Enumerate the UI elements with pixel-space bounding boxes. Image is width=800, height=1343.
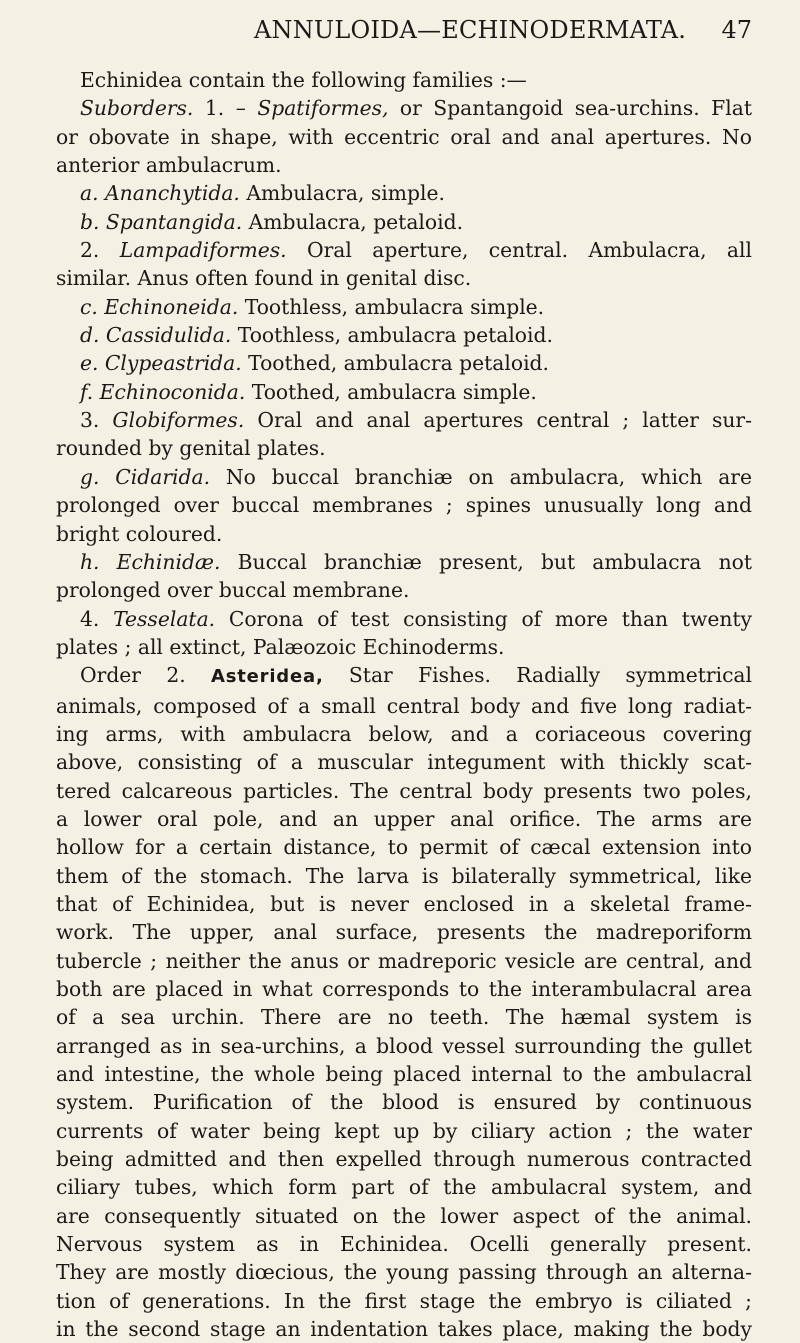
italic-term: Lampadiformes. <box>119 238 287 263</box>
text-line <box>56 890 752 918</box>
text-line <box>56 777 752 805</box>
text-run: arranged as in sea-urchins, a blood vessel surrounding the gullet <box>56 1033 752 1058</box>
italic-term: b. Spantangida. <box>80 209 243 234</box>
text-line <box>56 66 752 94</box>
text-line <box>56 378 752 406</box>
text-run: rounded by genital plates. <box>56 436 326 461</box>
text-line <box>56 1202 752 1230</box>
text-line <box>56 293 752 321</box>
text-line <box>56 1003 752 1031</box>
italic-term: e. Clypeastrida. <box>80 351 242 376</box>
text-line <box>56 748 752 776</box>
italic-term: c. Echinoneida. <box>80 294 239 319</box>
text-run: Toothless, ambulacra simple. <box>238 294 545 319</box>
italic-term: Globiformes. <box>112 408 245 433</box>
text-run: Corona of test consisting of more than twenty <box>215 606 752 631</box>
text-run: work. The upper, anal surface, presents the madreporiform <box>56 920 752 945</box>
text-line <box>56 208 752 236</box>
text-run: 3. <box>80 408 113 433</box>
text-run: Star Fishes. Radially symmetrical <box>323 663 752 688</box>
text-line <box>56 661 752 691</box>
text-line <box>56 692 752 720</box>
text-run: Toothless, ambulacra petaloid. <box>231 323 553 348</box>
text-run: them of the stomach. The larva is bilaterally symmetrical, like <box>56 863 752 888</box>
body-text <box>56 66 752 1343</box>
text-run: hollow for a certain distance, to permit of cæcal extension into <box>56 835 752 860</box>
text-run: animals, composed of a small central body and five long radiat- <box>56 693 752 718</box>
text-line <box>56 463 752 491</box>
text-run: Ambulacra, petaloid. <box>242 209 464 234</box>
text-line <box>56 633 752 661</box>
text-line <box>56 1060 752 1088</box>
text-run: that of Echinidea, but is never enclosed in a skeletal frame- <box>56 891 752 916</box>
text-line <box>56 349 752 377</box>
page-header <box>56 0 752 66</box>
text-line <box>56 94 752 122</box>
text-line <box>56 123 752 151</box>
text-line <box>56 605 752 633</box>
text-line <box>56 520 752 548</box>
text-run: ing arms, with ambulacra below, and a coriaceous covering <box>56 721 752 746</box>
italic-term: f. Echinoconida. <box>80 379 246 404</box>
italic-term: Suborders. <box>80 96 194 121</box>
text-run: Nervous system as in Echinidea. Ocelli generally present. <box>56 1232 752 1257</box>
text-run: Echinidea contain the following families :— <box>80 68 527 92</box>
text-run: of a sea urchin. There are no teeth. The hæmal system is <box>56 1005 752 1030</box>
text-line <box>56 918 752 946</box>
text-line <box>56 576 752 604</box>
text-line <box>56 548 752 576</box>
text-run: being admitted and then expelled through numerous contracted <box>56 1147 752 1172</box>
text-line <box>56 805 752 833</box>
text-run: 1. – <box>193 96 258 121</box>
text-line <box>56 1117 752 1145</box>
text-line <box>56 1032 752 1060</box>
text-run: both are placed in what corresponds to the interambulacral area <box>56 977 752 1001</box>
text-run: 4. <box>80 606 114 631</box>
text-run: tubercle ; neither the anus or madreporic vesicle are central, and <box>56 948 752 973</box>
page-number: 47 <box>721 16 752 44</box>
text-run: are consequently situated on the lower aspect of the animal. <box>56 1203 752 1228</box>
text-line <box>56 1145 752 1173</box>
text-line <box>56 1230 752 1258</box>
text-run: system. Purification of the blood is ensured by continuous <box>56 1090 752 1115</box>
text-line <box>56 179 752 207</box>
text-run: They are mostly diœcious, the young passing through an alterna- <box>56 1260 752 1285</box>
text-run: Toothed, ambulacra petaloid. <box>241 351 549 376</box>
text-line <box>56 1287 752 1315</box>
text-line <box>56 264 752 292</box>
italic-term: d. Cassidulida. <box>80 323 232 348</box>
text-run: or obovate in shape, with eccentric oral and anal apertures. No <box>56 124 752 149</box>
italic-term: g. Cidarida. <box>80 464 211 489</box>
text-line <box>56 1173 752 1201</box>
text-run: anterior ambulacrum. <box>56 153 282 178</box>
text-run: No buccal branchiæ on ambulacra, which are <box>210 464 752 489</box>
text-line <box>56 236 752 264</box>
text-run: Toothed, ambulacra simple. <box>245 379 537 404</box>
text-line <box>56 947 752 975</box>
order-name: Asteridea, <box>211 666 324 688</box>
text-run: Ambulacra, simple. <box>239 181 445 206</box>
running-head: ANNULOIDA—ECHINODERMATA. <box>254 16 687 44</box>
italic-term: Spatiformes, <box>257 96 389 121</box>
text-run: Buccal branchiæ present, but ambulacra not <box>220 549 752 574</box>
text-line <box>56 321 752 349</box>
text-run: similar. Anus often found in genital disc. <box>56 266 472 291</box>
text-run: 2. <box>80 238 120 263</box>
text-run: above, consisting of a muscular integument with thickly scat- <box>56 750 752 775</box>
text-run: in the second stage an indentation takes place, making the body <box>56 1317 752 1342</box>
text-run: plates ; all extinct, Palæozoic Echinoderms. <box>56 634 505 659</box>
text-line <box>56 862 752 890</box>
text-run: ciliary tubes, which form part of the ambulacral system, and <box>56 1175 752 1200</box>
italic-term: h. Echinidæ. <box>80 549 221 574</box>
text-run: prolonged over buccal membrane. <box>56 578 410 603</box>
text-run: prolonged over buccal membranes ; spines unusually long and <box>56 493 752 518</box>
text-run: currents of water being kept up by ciliary action ; the water <box>56 1118 752 1143</box>
text-line <box>56 1258 752 1286</box>
text-line <box>56 975 752 1003</box>
text-line <box>56 434 752 462</box>
italic-term: a. Ananchytida. <box>80 181 240 206</box>
text-line <box>56 1088 752 1116</box>
text-run: and intestine, the whole being placed internal to the ambulacral <box>56 1062 752 1087</box>
text-run: Oral aperture, central. Ambulacra, all <box>286 238 752 263</box>
text-line <box>56 833 752 861</box>
text-line <box>56 406 752 434</box>
text-line <box>56 720 752 748</box>
text-run: tion of generations. In the first stage the embryo is ciliated ; <box>56 1288 752 1313</box>
italic-term: Tesselata. <box>113 606 216 631</box>
text-run: bright coloured. <box>56 521 223 546</box>
text-line <box>56 491 752 519</box>
text-line <box>56 1315 752 1343</box>
text-run: tered calcareous particles. The central body presents two poles, <box>56 778 752 803</box>
text-run: a lower oral pole, and an upper anal orifice. The arms are <box>56 806 752 831</box>
text-run: Order 2. <box>80 663 211 688</box>
text-run: or Spantangoid sea-urchins. Flat <box>388 96 752 121</box>
text-run: Oral and anal apertures central ; latter sur- <box>244 408 752 433</box>
text-line <box>56 151 752 179</box>
